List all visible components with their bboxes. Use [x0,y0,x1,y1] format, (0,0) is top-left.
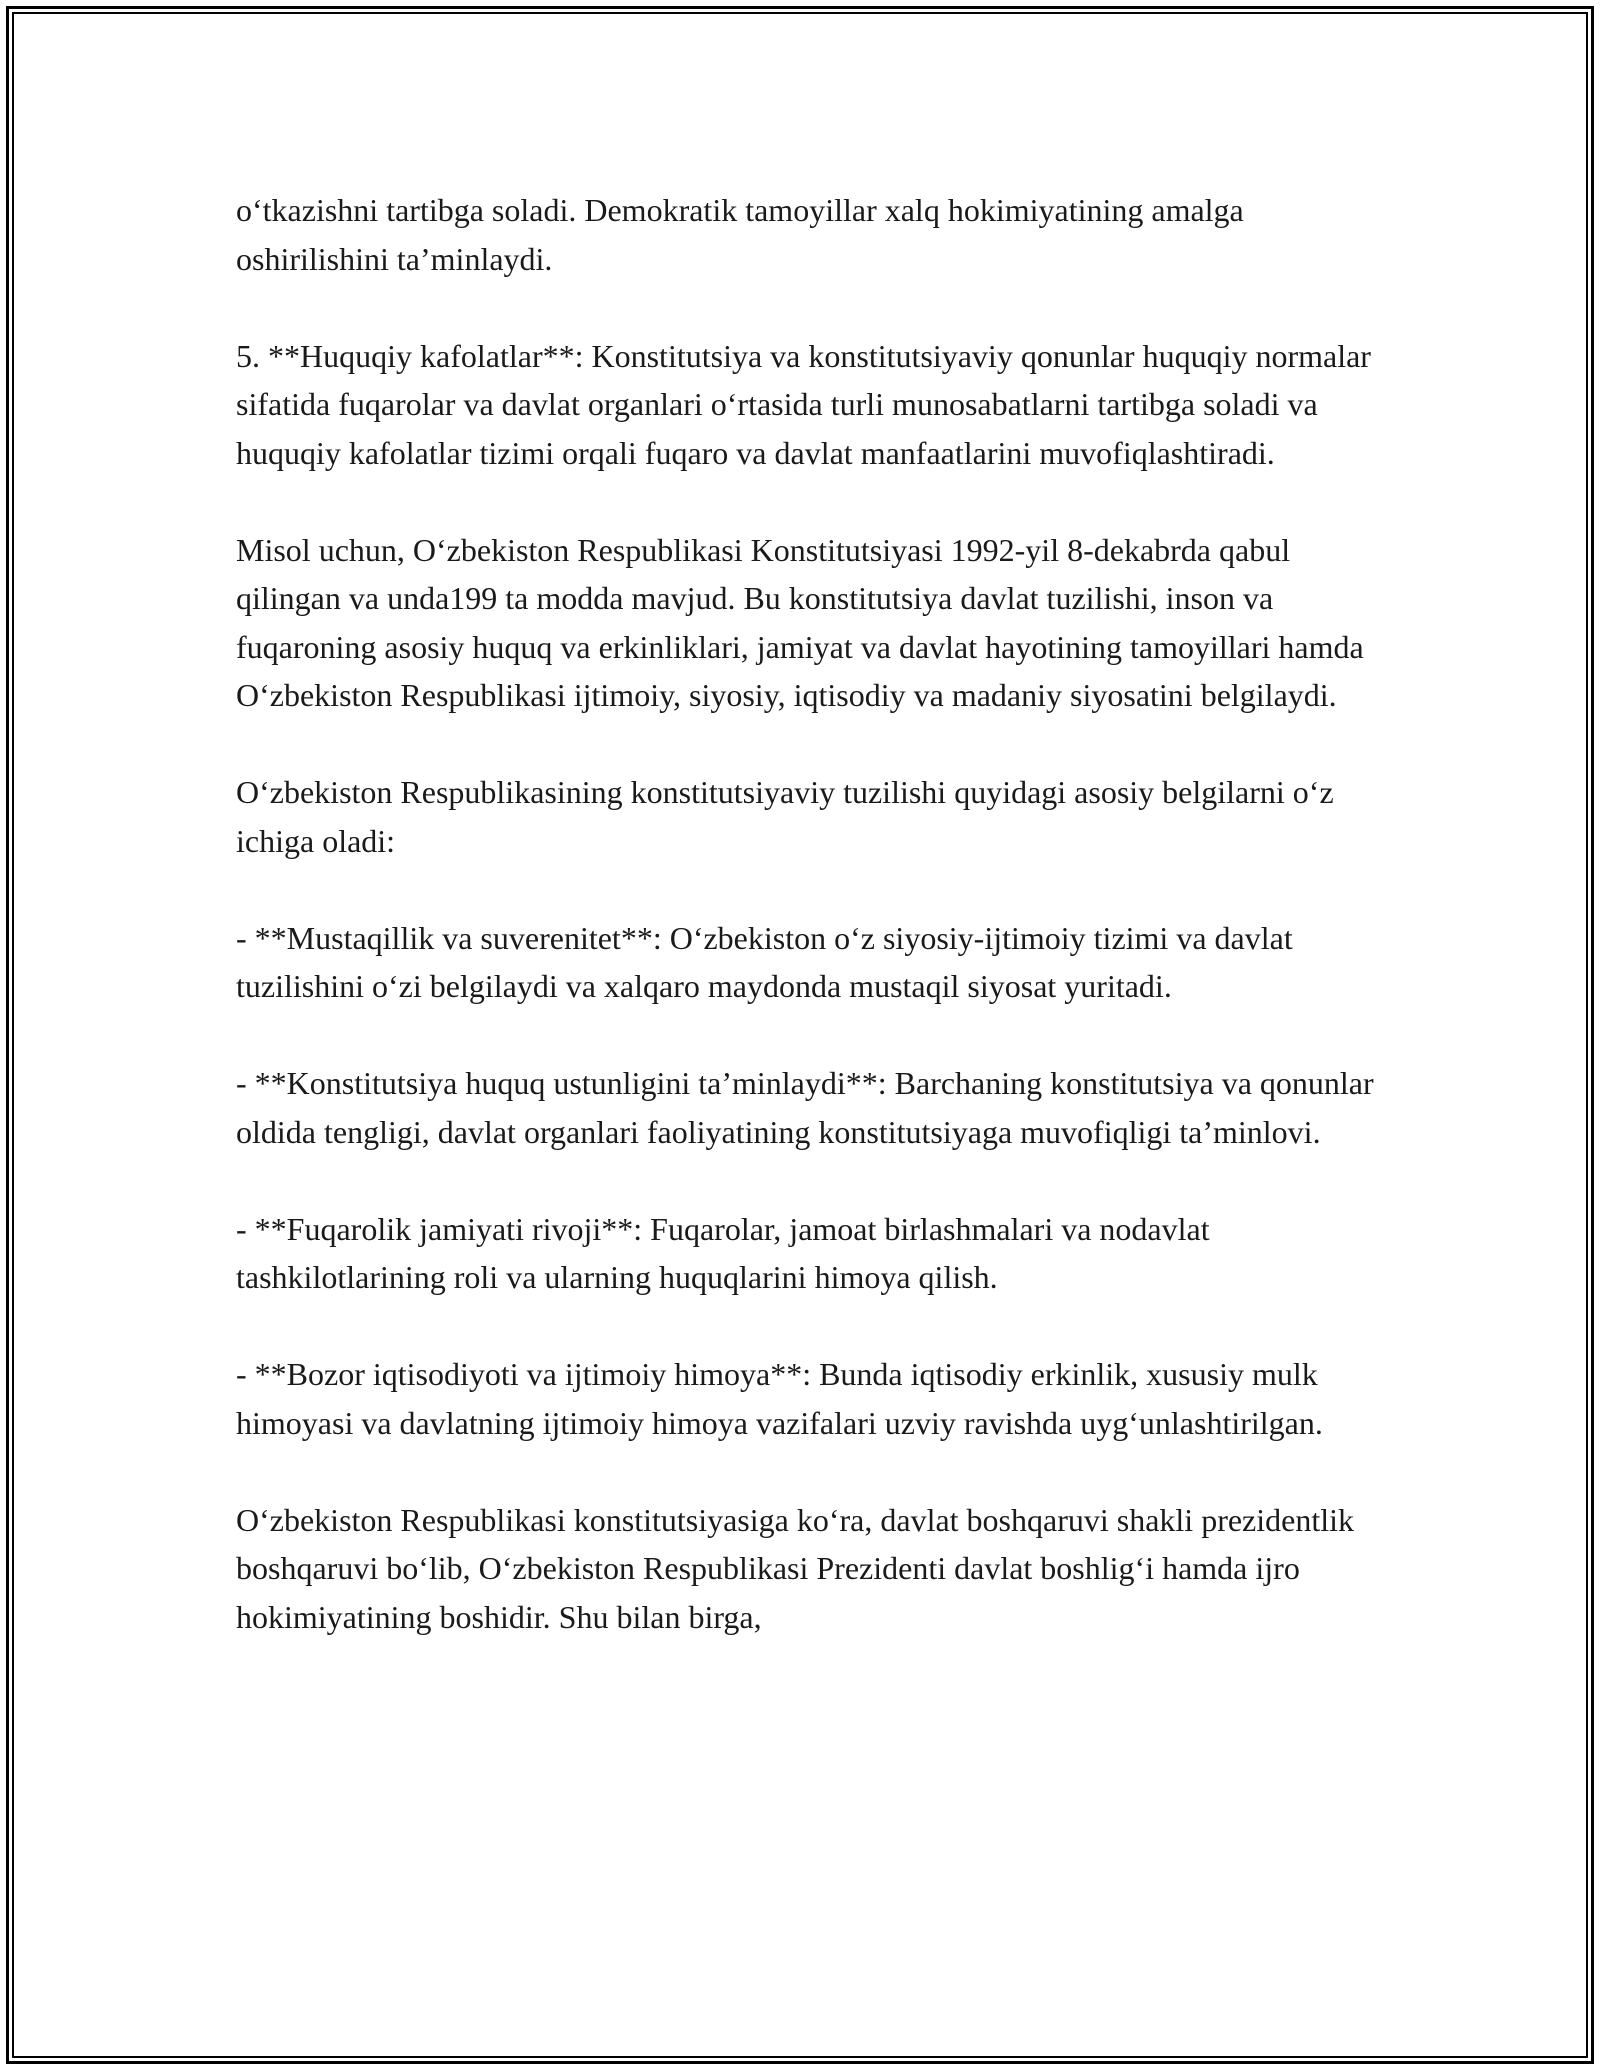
paragraph-continuation: o‘tkazishni tartibga soladi. Demokratik tamoyillar xalq hokimiyatining amalga oshirilishini ta’minlaydi. [236,192,1252,277]
list-item-sovereignty: - **Mustaqillik va suverenitet**: O‘zbekiston o‘z siyosiy-ijtimoiy tizimi va davlat tuzilishini o‘zi belgilaydi va xalqaro maydonda mustaqil siyosat yuritadi. [236,919,1301,1004]
paragraph-structure-intro: O‘zbekiston Respublikasining konstitutsiyaviy tuzilishi quyidagi asosiy belgilarni o‘z ichiga oladi: [236,774,1342,859]
paragraph-presidential-system: O‘zbekiston Respublikasi konstitutsiyasiga ko‘ra, davlat boshqaruvi shakli prezidentlik boshqaruvi bo‘lib, O‘zbekiston Respublikasi Prezidenti davlat boshlig‘i hamda ijro hokimiyatining boshidir. Shu bilan birga, [236,1501,1363,1635]
list-item-civil-society: - **Fuqarolik jamiyati rivoji**: Fuqarolar, jamoat birlashmalari va nodavlat tashkilotlarining roli va ularning huquqlarini himoya qilish. [236,1210,1218,1295]
paragraph-legal-guarantees: 5. **Huquqiy kafolatlar**: Konstitutsiya va konstitutsiyaviy qonunlar huquqiy normalar sifatida fuqarolar va davlat organlari o‘rtasida turli munosabatlarni tartibga soladi va huquqiy kafolatlar tizimi orqali fuqaro va davlat manfaatlarini muvofiqlashtiradi. [236,337,1379,471]
paragraph-constitution-example: Misol uchun, O‘zbekiston Respublikasi Konstitutsiyasi 1992-yil 8-dekabrda qabul qilingan va unda199 ta modda mavjud. Bu konstitutsiya davlat tuzilishi, inson va fuqaroning asosiy huquq va erkinliklari, jamiyat va davlat hayotining tamoyillari hamda O‘zbekiston Respublikasi ijtimoiy, siyosiy, iqtisodiy va madaniy siyosatini belgilaydi. [236,531,1372,713]
list-item-market-economy: - **Bozor iqtisodiyoti va ijtimoiy himoya**: Bunda iqtisodiy erkinlik, xususiy mulk himoyasi va davlatning ijtimoiy himoya vazifalari uzviy ravishda uyg‘unlashtirilgan. [236,1356,1326,1441]
document-body [236,186,1382,1641]
list-item-rule-of-law: - **Konstitutsiya huquq ustunligini ta’minlaydi**: Barchaning konstitutsiya va qonunlar oldida tengligi, davlat organlari faoliyatining konstitutsiyaga muvofiqligi ta’minlovi. [236,1065,1382,1150]
